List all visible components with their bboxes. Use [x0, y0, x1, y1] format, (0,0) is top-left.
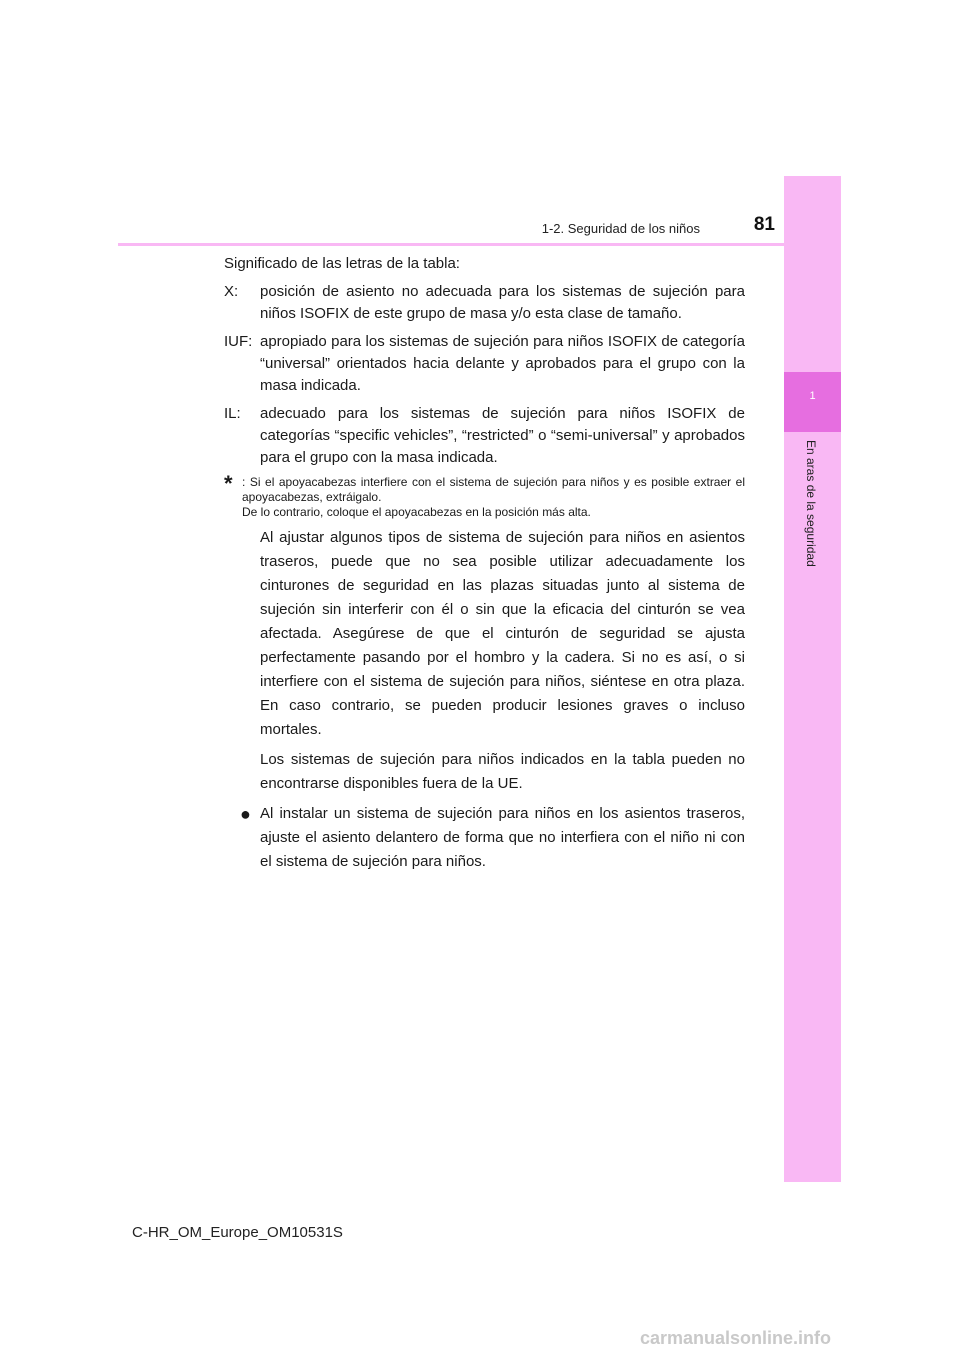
bullet-icon: ●: [240, 804, 251, 824]
definition-il: [224, 403, 745, 469]
chapter-number: 1: [809, 390, 816, 402]
page-number: 81: [753, 214, 775, 235]
footnote-body: [242, 475, 745, 520]
definition-iuf: [224, 331, 745, 397]
definition-text: adecuado para los sistemas de sujeción para niños ISOFIX de categorías “specific vehicles”, “restricted” o “semi-universal” y aprobados para el grupo con la masa indicada.: [260, 405, 745, 466]
header-divider: [118, 243, 841, 246]
body-paragraph: Al ajustar algunos tipos de sistema de sujeción para niños en asientos traseros, puede que no sea posible utilizar adecuadamente los cinturones de seguridad en las plazas situadas junto al sistema de sujeción sin interferir con él o sin que la eficacia del cinturón se vea afectada. Asegúrese de que el cinturón de seguridad se ajusta perfectamente pasando por el hombro y la cadera. Si no es así, o si interfiere con el sistema de sujeción para niños, siéntese en otra plaza. En caso contrario, se pueden producir lesiones graves o incluso mortales.: [260, 529, 745, 738]
intro-text: Significado de las letras de la tabla:: [224, 255, 460, 272]
footnote-mark: [224, 471, 242, 520]
definition-text: apropiado para los sistemas de sujeción para niños ISOFIX de categoría “universal” orientados hacia delante y aprobados para el grupo con la masa indicada.: [260, 333, 745, 394]
asterisk-icon: *: [224, 471, 233, 496]
chapter-label: En aras de la seguridad: [804, 440, 818, 567]
footnote-line: : Si el apoyacabezas interfiere con el sistema de sujeción para niños y es posible extraer el apoyacabezas, extráigalo.: [242, 475, 745, 504]
footnote-line: De lo contrario, coloque el apoyacabezas en la posición más alta.: [242, 505, 591, 519]
definition-text: posición de asiento no adecuada para los sistemas de sujeción para niños ISOFIX de este grupo de masa y/o esta clase de tamaño.: [260, 283, 745, 322]
definition-x: [224, 281, 745, 325]
watermark: carmanualsonline.info: [640, 1328, 832, 1348]
body-paragraph: Los sistemas de sujeción para niños indicados en la tabla pueden no encontrarse disponibles fuera de la UE.: [260, 751, 745, 792]
section-title: 1-2. Seguridad de los niños: [541, 221, 700, 236]
document-code: C-HR_OM_Europe_OM10531S: [132, 1224, 343, 1241]
bullet-text: Al instalar un sistema de sujeción para niños en los asientos traseros, ajuste el asiento delantero de forma que no interfiera con el niño ni con el sistema de sujeción para niños.: [260, 805, 745, 870]
footnote: [224, 471, 745, 520]
bullet-item: [240, 802, 745, 874]
page-content: [224, 253, 745, 880]
definition-term: IL:: [224, 405, 241, 422]
side-tab: [784, 176, 841, 1182]
definition-term: X:: [224, 283, 239, 300]
definition-term: IUF:: [224, 333, 253, 350]
chapter-tab-active: [784, 372, 841, 432]
